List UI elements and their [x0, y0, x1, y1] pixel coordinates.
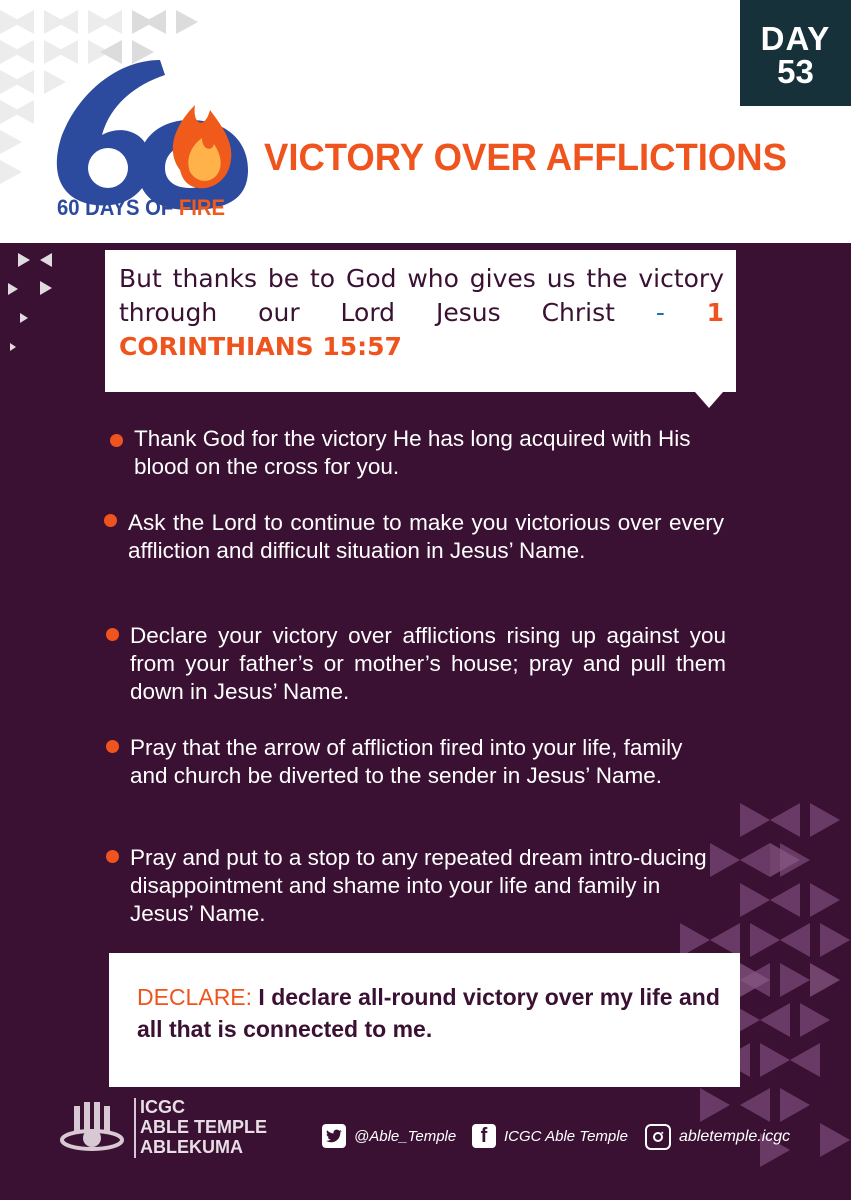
header: [0, 0, 851, 243]
prayer-item: Pray and put to a stop to any repeated dream intro-ducing disappointment and shame into your life and family in Jesus’ Name.: [130, 845, 707, 926]
bullet-icon: [106, 740, 119, 753]
prayer-item: Declare your victory over afflictions rising up against you from your father’s or mother’s house; pray and pull them down in Jesus’ Name.: [130, 623, 726, 704]
declare-box: [109, 953, 740, 1087]
page-title: VICTORY OVER AFFLICTIONS: [264, 137, 787, 179]
scripture-box: [105, 250, 736, 392]
scripture-reference: 1 CORINTHIANS 15:57: [119, 298, 725, 361]
twitter-handle: @Able_Temple: [354, 1127, 457, 1145]
prayer-item: Ask the Lord to continue to make you victorious over every affliction and difficult situation in Jesus’ Name.: [128, 510, 724, 563]
church-logo-icon: [60, 1100, 130, 1160]
bullet-icon: [110, 434, 123, 447]
facebook-handle: ICGC Able Temple: [504, 1127, 628, 1145]
day-badge: [740, 0, 851, 106]
scripture-text: But thanks be to God who gives us the victory through our Lord Jesus Christ - 1 CORINTHIANS 15:57: [119, 264, 725, 361]
bullet-icon: [106, 628, 119, 641]
prayer-item: Thank God for the victory He has long acquired with His blood on the cross for you.: [134, 426, 691, 479]
bullet-icon: [106, 850, 119, 863]
day-number: 53: [777, 53, 814, 90]
speech-bubble-tail: [695, 392, 723, 408]
instagram-link[interactable]: [645, 1124, 790, 1150]
facebook-link[interactable]: [472, 1124, 628, 1148]
footer-divider: [134, 1098, 136, 1158]
twitter-link[interactable]: [322, 1124, 456, 1148]
logo-text: 60 DAYS OF FIRE: [57, 195, 225, 220]
declaration: DECLARE: I declare all-round victory over my life and all that is connected to me.: [137, 984, 720, 1042]
declare-label: DECLARE:: [137, 984, 253, 1010]
instagram-icon: [645, 1124, 671, 1150]
day-label: DAY: [760, 20, 831, 57]
instagram-handle: abletemple.icgc: [679, 1128, 791, 1145]
twitter-icon: [322, 1124, 346, 1148]
facebook-icon: f: [472, 1124, 496, 1148]
bullet-icon: [104, 514, 117, 527]
prayer-item: Pray that the arrow of affliction fired into your life, family and church be diverted to the sender in Jesus’ Name.: [130, 735, 683, 788]
church-name: ICGC ABLE TEMPLE ABLEKUMA: [140, 1097, 268, 1157]
